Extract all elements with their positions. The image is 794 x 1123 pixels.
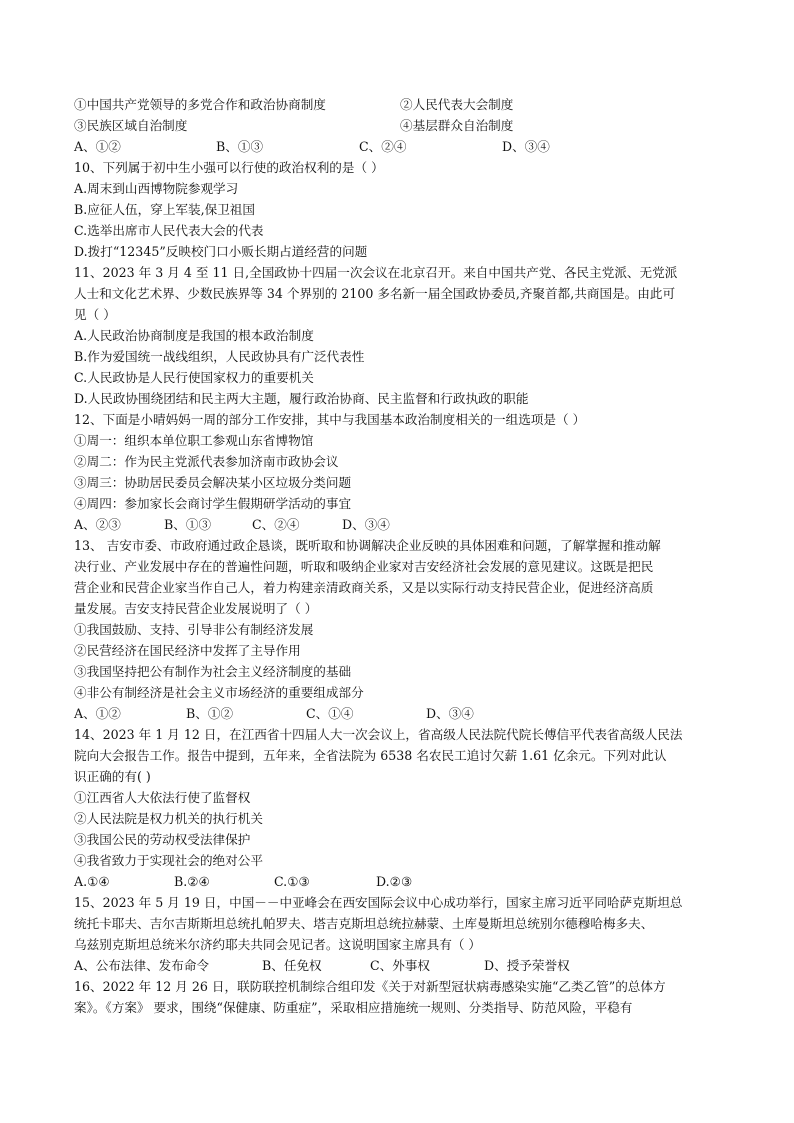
q11-stem-line-3: 见（ ）	[74, 307, 116, 322]
q13-statement-3: ③我国坚持把公有制作为社会主义经济制度的基础	[74, 664, 352, 679]
q16-stem-line-2: 案》。《方案》 要求，围绕“保健康、防重症”，采取相应措施统一规则、分类指导、防范风险，平稳有	[74, 1000, 633, 1015]
q11-option-c: C.人民政协是人民行使国家权力的重要机关	[74, 370, 314, 385]
q15-option-a: A、公布法律、发布命令	[74, 958, 210, 973]
q14-statement-3: ③我国公民的劳动权受法律保护	[74, 832, 251, 847]
q12-statement-2: ②周二：作为民主党派代表参加济南市政协会议	[74, 454, 339, 469]
q13-option-d: D、③④	[426, 706, 474, 721]
q15-stem-line-2: 统托卡耶夫、吉尔吉斯斯坦总统扎帕罗夫、塔吉克斯坦总统拉赫蒙、土库曼斯坦总统别尔德穆哈梅多夫、	[74, 916, 654, 931]
q14-statement-1: ①江西省人大依法行使了监督权	[74, 790, 251, 805]
q13-stem-line-1: 13、 吉安市委、市政府通过政企恳谈，既听取和协调解决企业反映的具体困难和问题，了解掌握和推动解	[74, 538, 661, 553]
q9-option-d: D、③④	[502, 139, 550, 154]
q12-statement-4: ④周四：参加家长会商讨学生假期研学活动的事宜	[74, 496, 352, 511]
q15-stem-line-1: 15、2023 年 5 月 19 日，中国－－中亚峰会在西安国际会议中心成功举行，国家主席习近平同哈萨克斯坦总	[74, 895, 683, 910]
q14-stem-line-1: 14、2023 年 1 月 12 日，在江西省十四届人大一次会议上，省高级人民法院代院长傅信平代表省高级人民法	[74, 727, 683, 742]
q13-option-c: C、①④	[306, 706, 354, 721]
q11-stem-line-2: 人士和文化艺术界、少数民族界等 34 个界别的 2100 多名新一届全国政协委员,齐聚首都,共商国是。由此可	[74, 286, 676, 301]
q10-stem: 10、下列属于初中生小强可以行使的政治权利的是（ ）	[74, 160, 384, 175]
q12-option-c: C、②④	[252, 517, 300, 532]
q15-option-d: D、授予荣誉权	[484, 958, 570, 973]
q14-statement-2: ②人民法院是权力机关的执行机关	[74, 811, 263, 826]
q9-option-c: C、②④	[359, 139, 407, 154]
q16-stem-line-1: 16、2022 年 12 月 26 日，联防联控机制综合组印发《关于对新型冠状病毒感染实施“乙类乙管”的总体方	[74, 979, 666, 994]
q13-statement-4: ④非公有制经济是社会主义市场经济的重要组成部分	[74, 685, 364, 700]
q13-option-b: B、①②	[186, 706, 234, 721]
q13-stem-line-2: 决行业、产业发展中存在的普遍性问题，听取和吸纳企业家对吉安经济社会发展的意见建议。这既是把民	[74, 559, 654, 574]
q14-option-c: C.①③	[274, 874, 310, 889]
q12-stem: 12、下面是小晴妈妈一周的部分工作安排，其中与我国基本政治制度相关的一组选项是（ ）	[74, 412, 586, 427]
q14-stem-line-3: 识正确的有( )	[74, 769, 151, 784]
q10-option-b: B.应征人伍，穿上军装,保卫祖国	[74, 202, 255, 217]
q15-option-c: C、外事权	[370, 958, 431, 973]
q9-statement-3: ③民族区域自治制度	[74, 118, 188, 133]
q11-option-b: B.作为爱国统一战线组织，人民政协具有广泛代表性	[74, 349, 365, 364]
q13-statement-2: ②民营经济在国民经济中发挥了主导作用	[74, 643, 301, 658]
q14-statement-4: ④我省致力于实现社会的绝对公平	[74, 853, 263, 868]
q15-option-b: B、任免权	[262, 958, 322, 973]
q9-statement-2: ②人民代表大会制度	[400, 97, 514, 112]
q13-option-a: A、①②	[74, 706, 121, 721]
q15-stem-line-3: 乌兹别克斯坦总统米尔济约耶夫共同会见记者。这说明国家主席具有（ ）	[74, 937, 482, 952]
q14-option-a: A.①④	[74, 874, 110, 889]
q9-option-a: A、①②	[74, 139, 121, 154]
q13-stem-line-4: 量发展。吉安支持民营企业发展说明了（ ）	[74, 601, 318, 616]
q12-statement-1: ①周一：组织本单位职工参观山东省博物馆	[74, 433, 314, 448]
q12-option-d: D、③④	[342, 517, 390, 532]
q12-statement-3: ③周三：协助居民委员会解决某小区垃圾分类问题	[74, 475, 352, 490]
q9-option-b: B、①③	[216, 139, 264, 154]
q11-option-d: D.人民政协围绕团结和民主两大主题，履行政治协商、民主监督和行政执政的职能	[74, 391, 529, 406]
q10-option-d: D.拨打“12345”反映校门口小贩长期占道经营的问题	[74, 244, 368, 259]
q13-statement-1: ①我国鼓励、支持、引导非公有制经济发展	[74, 622, 314, 637]
q11-option-a: A.人民政治协商制度是我国的根本政治制度	[74, 328, 314, 343]
q12-option-b: B、①③	[164, 517, 212, 532]
q11-stem-line-1: 11、2023 年 3 月 4 至 11 日,全国政协十四届一次会议在北京召开。来自中国共产党、各民主党派、无党派	[74, 265, 678, 280]
q10-option-a: A.周末到山西博物院参观学习	[74, 181, 239, 196]
q14-option-b: B.②④	[174, 874, 210, 889]
q9-statement-4: ④基层群众自治制度	[400, 118, 514, 133]
q14-stem-line-2: 院向大会报告工作。报告中提到，五年来，全省法院为 6538 名农民工追讨欠薪 1.61 亿余元。下列对此认	[74, 748, 667, 763]
q9-statement-1: ①中国共产党领导的多党合作和政治协商制度	[74, 97, 326, 112]
q12-option-a: A、②③	[74, 517, 121, 532]
q10-option-c: C.选举出席市人民代表大会的代表	[74, 223, 264, 238]
q14-option-d: D.②③	[376, 874, 413, 889]
q13-stem-line-3: 营企业和民营企业家当作自己人，着力构建亲清政商关系，又是以实际行动支持民营企业，促进经济高质	[74, 580, 654, 595]
